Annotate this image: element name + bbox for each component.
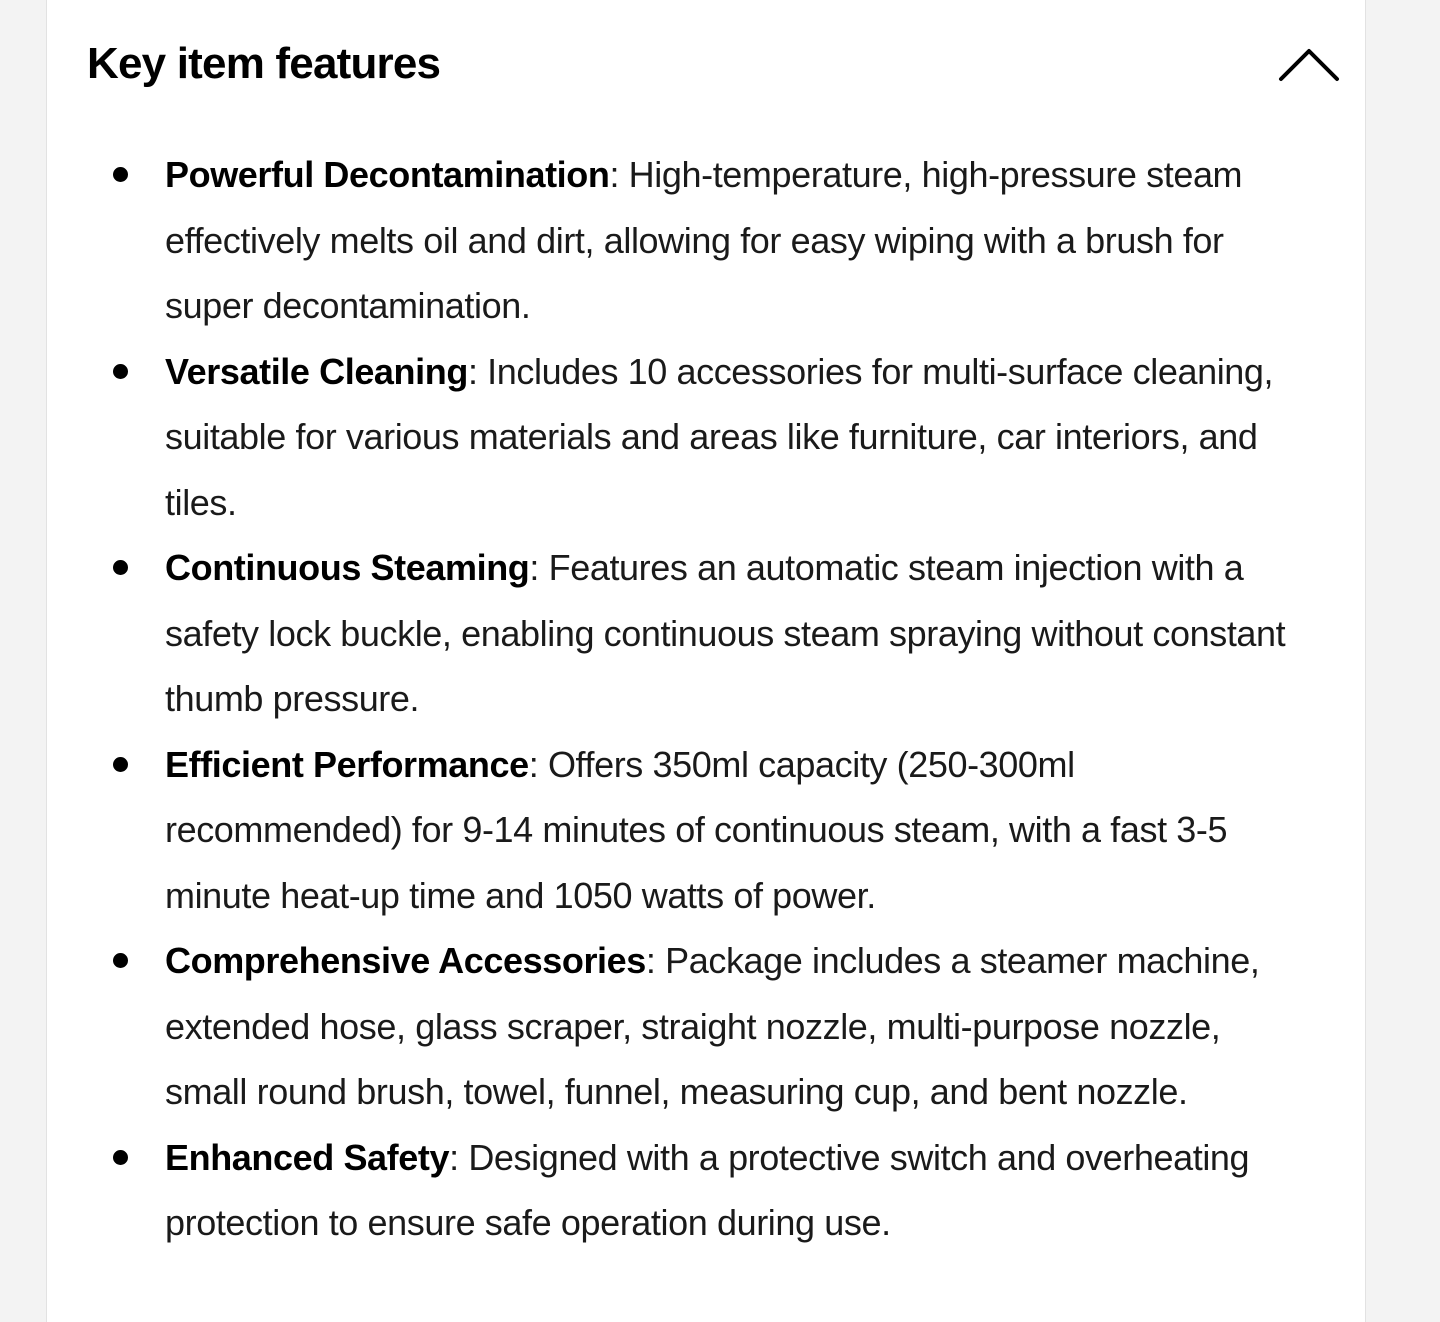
bullet-icon [113,167,128,182]
feature-item [109,142,1299,339]
collapse-toggle-button[interactable] [1277,36,1341,92]
bullet-icon [113,364,128,379]
bullet-icon [113,757,128,772]
feature-description: Offers 350ml capacity (250-300ml recommended) for 9-14 minutes of continuous steam, with a fast 3-5 minute heat-up time and 1050 watts of power. [165,743,1228,916]
feature-name: Efficient Performance [165,743,529,785]
feature-name: Continuous Steaming [165,547,530,588]
bullet-icon [113,560,128,575]
feature-description: Designed with a protective switch and overheating protection to ensure safe operation during use. [165,1136,1250,1243]
chevron-up-icon [1278,46,1340,82]
bullet-icon [113,953,128,968]
feature-item [109,535,1299,732]
feature-description: High-temperature, high-pressure steam effectively melts oil and dirt, allowing for easy wiping with a brush for super decontamination. [165,154,1243,326]
key-features-header[interactable] [87,28,1327,100]
feature-separator: : [449,1136,469,1178]
bullet-icon [113,1150,128,1165]
feature-name: Powerful Decontamination [165,154,610,195]
feature-item [109,732,1299,929]
feature-name: Comprehensive Accessories [165,940,646,981]
feature-separator: : [645,940,666,981]
feature-item [109,1125,1299,1256]
feature-name: Versatile Cleaning [165,350,468,392]
feature-separator: : [609,154,629,195]
key-features-card [46,0,1366,1322]
feature-list [109,142,1299,1256]
feature-separator: : [529,547,549,588]
feature-name: Enhanced Safety [165,1136,450,1178]
feature-separator: : [467,350,488,392]
section-title: Key item features [87,39,441,88]
feature-item [109,928,1299,1125]
feature-description: Package includes a steamer machine, extended hose, glass scraper, straight nozzle, multi-purpose nozzle, small round brush, towel, funnel, measuring cup, and bent nozzle. [165,940,1260,1112]
feature-separator: : [528,743,548,785]
feature-item [109,339,1299,536]
feature-description: Includes 10 accessories for multi-surface cleaning, suitable for various materials and areas like furniture, car interiors, and tiles. [165,350,1274,523]
feature-description: Features an automatic steam injection with a safety lock buckle, enabling continuous steam spraying without constant thumb pressure. [165,547,1286,719]
